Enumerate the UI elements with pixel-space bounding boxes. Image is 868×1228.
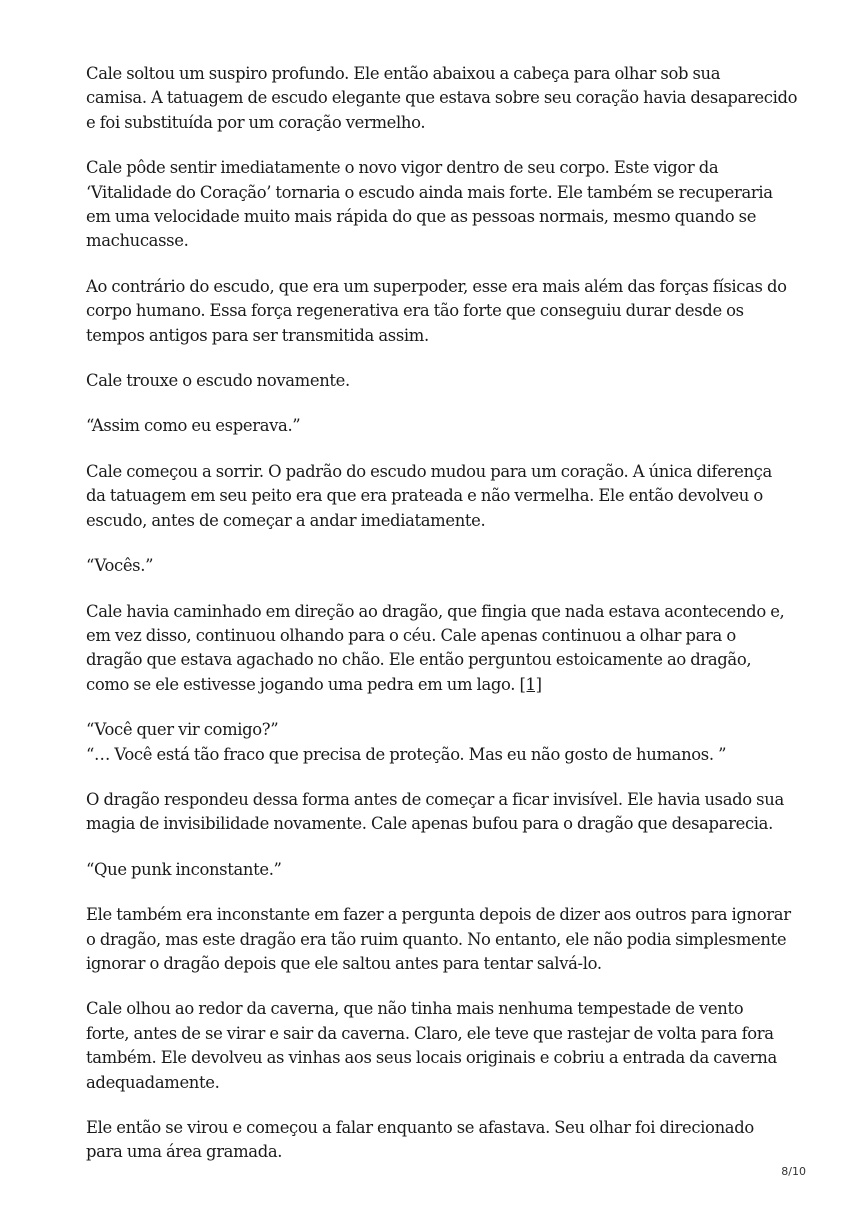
paragraph [86, 156, 786, 254]
text-line: Cale começou a sorrir. O padrão do escudo mudou para um coração. A única diferença [86, 461, 772, 481]
paragraph [86, 275, 786, 348]
text-line: o dragão, mas este dragão era tão ruim quanto. No entanto, ele não podia simplesmente [86, 929, 787, 949]
paragraph [86, 460, 786, 533]
text-line: Cale olhou ao redor da caverna, que não tinha mais nenhuma tempestade de vento [86, 999, 744, 1019]
paragraph [86, 788, 786, 837]
dialogue-paragraph [86, 718, 786, 767]
text-line: Cale soltou um suspiro profundo. Ele então abaixou a cabeça para olhar sob sua [86, 64, 721, 83]
paragraph [86, 903, 791, 976]
dialogue-paragraph [86, 858, 786, 882]
paragraph [86, 62, 798, 135]
dialogue-paragraph [86, 554, 786, 578]
text-line: Ao contrário do escudo, que era um superpoder, esse era mais além das forças físicas do [86, 276, 787, 296]
text-line: tempos antigos para ser transmitida assim. [86, 325, 429, 345]
text-line: forte, antes de se virar e sair da caverna. Claro, ele teve que rastejar de volta para fora [86, 1023, 774, 1043]
footnote-link[interactable]: [1] [519, 674, 542, 694]
text-line: da tatuagem em seu peito era que era prateada e não vermelha. Ele então devolveu o [86, 486, 763, 506]
paragraph [86, 600, 786, 698]
text-line: escudo, antes de começar a andar imediatamente. [86, 510, 486, 530]
text-line: “Que punk inconstante.” [86, 859, 282, 879]
text-line: Cale trouxe o escudo novamente. [86, 371, 350, 391]
text-line: camisa. A tatuagem de escudo elegante que estava sobre seu coração havia desaparecido [86, 88, 798, 108]
text-line: magia de invisibilidade novamente. Cale apenas bufou para o dragão que desaparecia. [86, 814, 773, 834]
text-line: Ele então se virou e começou a falar enquanto se afastava. Seu olhar foi direcionado [86, 1118, 754, 1137]
text-line: também. Ele devolveu as vinhas aos seus locais originais e cobriu a entrada da caverna [86, 1048, 777, 1068]
text-line: Ele também era inconstante em fazer a pergunta depois de dizer aos outros para ignorar [86, 905, 791, 925]
text-line: corpo humano. Essa força regenerativa era tão forte que conseguiu durar desde os [86, 301, 744, 321]
text-line-with-footnote [86, 673, 786, 697]
dialogue-paragraph [86, 414, 786, 438]
text-line: dragão que estava agachado no chão. Ele então perguntou estoicamente ao dragão, [86, 650, 752, 670]
text-line: como se ele estivesse jogando uma pedra em um lago. [86, 674, 516, 694]
paragraph [86, 1116, 786, 1165]
paragraph [86, 997, 786, 1095]
text-line: “Assim como eu esperava.” [86, 416, 301, 436]
text-line: para uma área gramada. [86, 1142, 283, 1162]
text-line: Cale pôde sentir imediatamente o novo vigor dentro de seu corpo. Este vigor da [86, 158, 719, 178]
text-line: “Você quer vir comigo?” [86, 720, 279, 740]
paragraph [86, 369, 786, 393]
text-line: O dragão respondeu dessa forma antes de começar a ficar invisível. Ele havia usado sua [86, 789, 784, 809]
text-line: adequadamente. [86, 1072, 220, 1092]
text-line: “… Você está tão fraco que precisa de proteção. Mas eu não gosto de humanos. ” [86, 744, 727, 764]
page-number: 8/10 [781, 1165, 806, 1178]
text-line: em vez disso, continuou olhando para o céu. Cale apenas continuou a olhar para o [86, 625, 736, 645]
text-line: ignorar o dragão depois que ele saltou antes para tentar salvá-lo. [86, 953, 602, 973]
text-line: em uma velocidade muito mais rápida do que as pessoas normais, mesmo quando se [86, 207, 757, 227]
text-line: “Vocês.” [86, 556, 154, 576]
text-line: e foi substituída por um coração vermelho. [86, 112, 426, 132]
text-line: Cale havia caminhado em direção ao dragão, que fingia que nada estava acontecendo e, [86, 601, 785, 621]
text-line: machucasse. [86, 231, 189, 251]
text-line: ‘Vitalidade do Coração’ tornaria o escudo ainda mais forte. Ele também se recuperaria [86, 182, 773, 202]
